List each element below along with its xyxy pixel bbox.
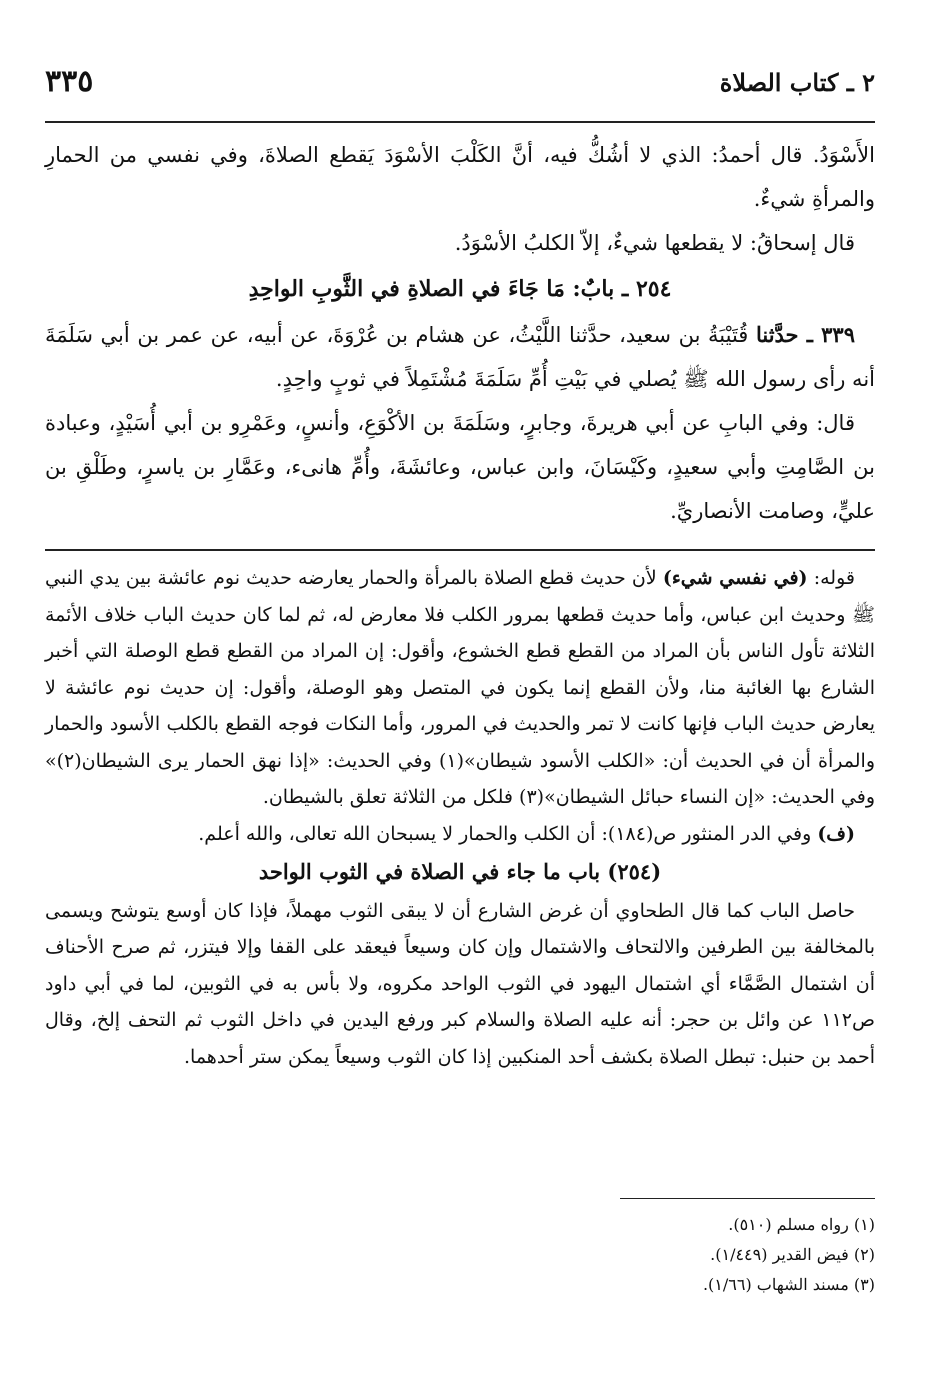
commentary-label: قوله: <box>807 567 855 589</box>
commentary-text-2: وفي الدر المنثور ص(١٨٤): أن الكلب والحمار لا يسبحان الله تعالى، والله أعلم. <box>198 822 818 845</box>
footnote-1: (١) رواه مسلم (٥١٠). <box>728 1215 875 1234</box>
commentary-quote: (في نفسي شيء) <box>662 567 808 589</box>
hadith-paragraph <box>45 313 875 401</box>
hadith-number: ٣٣٩ ـ حدَّثنا <box>755 322 855 347</box>
commentary-section <box>45 560 875 1075</box>
main-paragraph-2: قال إسحاقُ: لا يقطعها شيءٌ، إلاّ الكلبُ الأسْوَدُ. <box>454 231 855 255</box>
main-text <box>45 133 875 533</box>
header-rule <box>45 121 875 123</box>
page-header <box>45 62 875 106</box>
commentary-text-1: لأن حديث قطع الصلاة بالمرأة والحمار يعارضه حديث نوم عائشة بين يدي النبي ﷺ وحديث ابن عباس، وأما حديث قطعها بمرور الكلب فلا معارض له، ثم لما كان حديث الباب خلاف الأئمة الثلاثة تأول الناس بأن المراد من القطع قطع الخشوع، وأقول: إن المراد من القطع قطع الوصلة التي أخبر الشارع بها الغائبة منا، ولأن القطع إنما يكون في المتصل وهو الوصلة، وأقول: إن حديث نوم عائشة لا يعارض حديث الباب فإنها كانت لا تمر والحديث في المرور، وأما النكات فوجه القطع بالكلب الأسود والحمار والمرأة أن في الحديث أن: «الكلب الأسود شيطان»(١) وفي الحديث: «إذا نهق الحمار يرى الشيطان(٢)» وفي الحديث: «إن النساء حبائل الشيطان»(٣) فلكل من الثلاثة تعلق بالشيطان. <box>45 567 875 808</box>
hadith-text: قُتَيْبَةُ بن سعيد، حدَّثنا اللَّيْثُ، عن هشام بن عُرْوَةَ، عن أبيه، عن عمر بن أبي سَلَمَةَ أنه رأى رسول الله ﷺ يُصلي في بَيْتِ أُمِّ سَلَمَةَ مُشْتَمِلاً في ثوبٍ واحِدٍ. <box>45 323 875 391</box>
commentary-paragraph-3: حاصل الباب كما قال الطحاوي أن غرض الشارع أن لا يبقى الثوب مهملاً، فإذا كان أوسع يتوشح ويسمى بالمخالفة بين الطرفين والالتحاف والاشتمال وإن كان وسيعاً فيعقد على القفا وإلا فيتزر، ثم صرح الأحناف أن اشتمال الصَّمَّاء أي اشتمال اليهود في الثوب الواحد مكروه، ولا بأس به في الثوبين، لما في أبي داود ص١١٢ عن وائل بن حجر: أنه عليه الصلاة والسلام كبر ورفع اليدين في داخل الثوب ثم التحف إلخ، وقال أحمد بن حنبل: تبطل الصلاة بكشف أحد المنكبين إذا كان الثوب وسيعاً يمكن ستر أحدهما. <box>45 899 875 1068</box>
main-paragraph-3: قال: وفي البابِ عن أبي هريرةَ، وجابرٍ، وسَلَمَةَ بن الأكْوَعِ، وأنسٍ، وعَمْرِو بن أبي أُسَيْدٍ، وعبادة بن الصَّامِتِ وأبي سعيدٍ، وكَيْسَانَ، وابن عباس، وعائشَةَ، وأُمِّ هانىء، وعَمَّارِ بن ياسرٍ، وطَلْقِ بن عليٍّ، وصامت الأنصاريِّ. <box>45 411 875 523</box>
footnotes <box>45 1210 875 1300</box>
main-paragraph-1: الأَسْوَدُ. قال أحمدُ: الذي لا أشُكُّ فيه، أنَّ الكَلْبَ الأسْوَدَ يَقطع الصلاةَ، وفي نفسي من الحمارِ والمرأةِ شيءٌ. <box>45 143 875 211</box>
chapter-heading: ٢٥٤ ـ بابٌ: مَا جَاءَ في الصلاةِ في الثَّوبِ الواحِدِ <box>248 276 672 302</box>
running-chapter-title: ٢ ـ كتاب الصلاة <box>719 68 875 97</box>
page-number: ٣٣٥ <box>45 64 94 99</box>
commentary-heading: (٢٥٤) باب ما جاء في الصلاة في الثوب الواحد <box>258 859 662 884</box>
commentary-rule <box>45 549 875 551</box>
commentary-paragraph-2 <box>45 816 875 853</box>
commentary-paragraph-1 <box>45 560 875 816</box>
footnote-3: (٣) مسند الشهاب (١/٦٦). <box>702 1275 875 1294</box>
footnote-2: (٢) فيض القدير (١/٤٤٩). <box>710 1245 875 1264</box>
footnote-rule <box>620 1198 875 1199</box>
commentary-marker: (ف) <box>817 822 855 845</box>
book-page <box>45 0 875 1387</box>
